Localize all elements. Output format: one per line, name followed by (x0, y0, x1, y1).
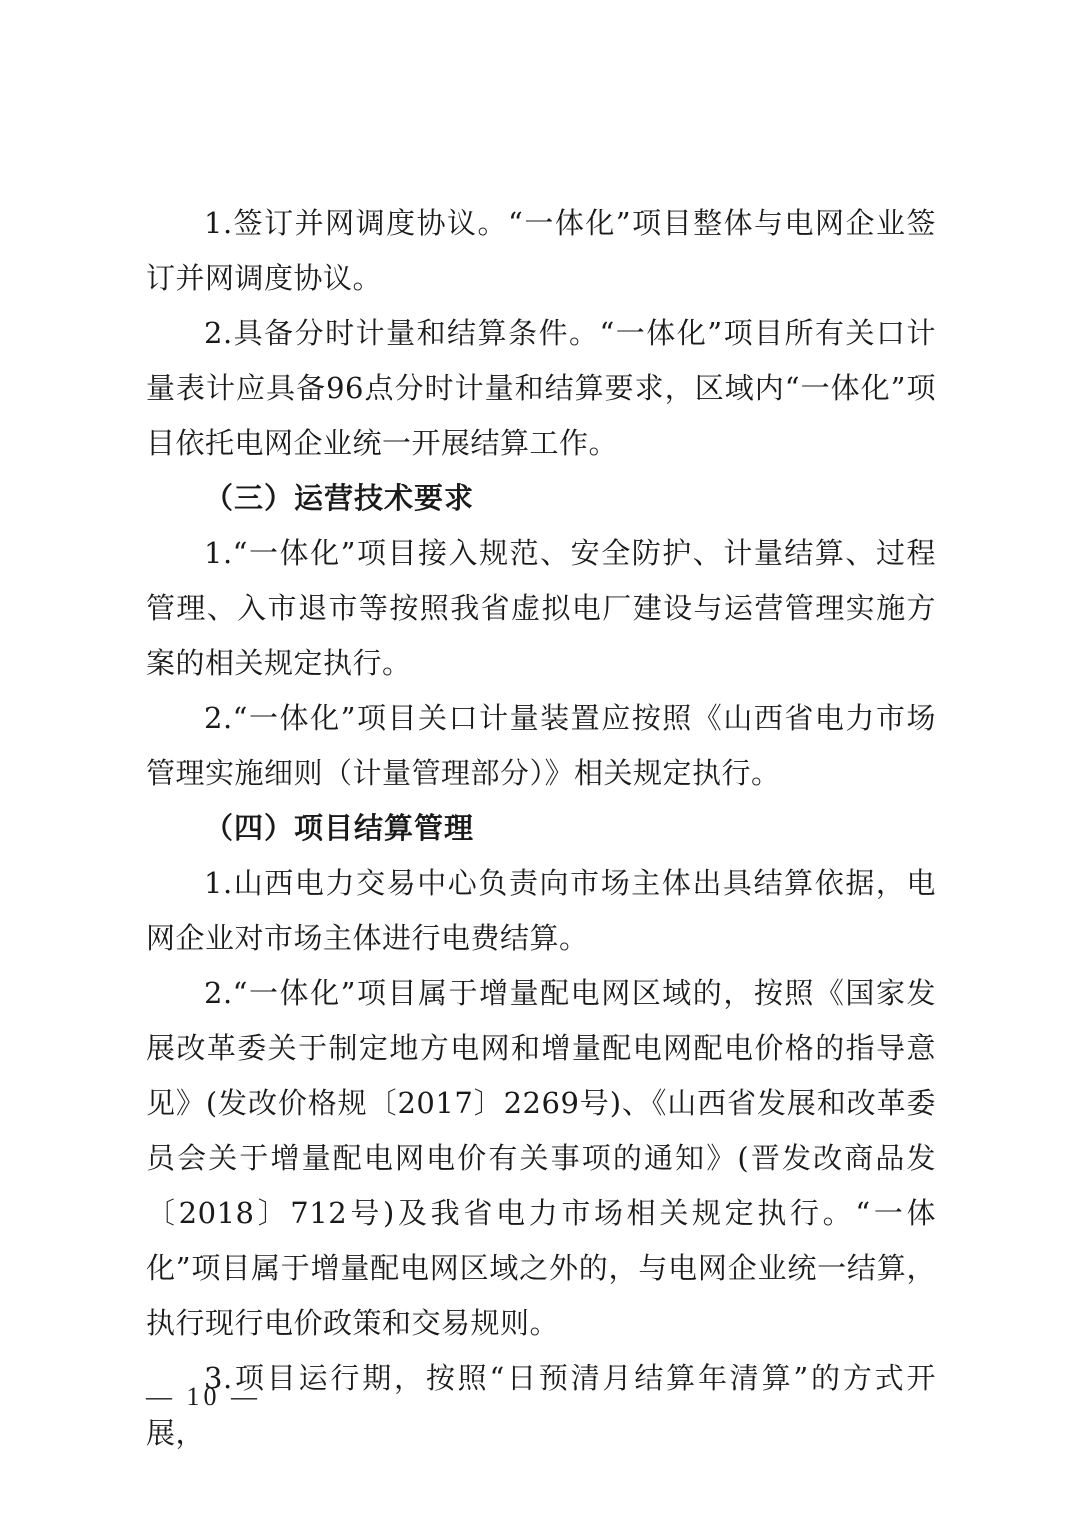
paragraph-7: 3.项目运行期，按照“日预清月结算年清算”的方式开展， (146, 1361, 936, 1450)
section-heading-3: （三）运营技术要求 (204, 481, 475, 515)
paragraph-6: 2.“一体化”项目属于增量配电网区域的，按照《国家发展改革委关于制定地方电网和增量配电网配电价格的指导意见》(发改价格规〔2017〕2269号)、《山西省发展和改革委员会关于增量配电网电价有关事项的通知》(晋发改商品发〔2018〕712号)及我省电力市场相关规定执行。“一体化”项目属于增量配电网区域之外的，与电网企业统一结算，执行现行电价政策和交易规则。 (146, 976, 936, 1340)
paragraph-1: 1.签订并网调度协议。“一体化”项目整体与电网企业签订并网调度协议。 (146, 206, 936, 295)
page-number: — 10 — (146, 1382, 261, 1411)
paragraph-4: 2.“一体化”项目关口计量装置应按照《山西省电力市场管理实施细则（计量管理部分）》相关规定执行。 (146, 701, 936, 790)
paragraph-2: 2.具备分时计量和结算条件。“一体化”项目所有关口计量表计应具备96点分时计量和结算要求，区域内“一体化”项目依托电网企业统一开展结算工作。 (146, 316, 936, 460)
section-heading-4: （四）项目结算管理 (204, 811, 475, 845)
paragraph-5: 1.山西电力交易中心负责向市场主体出具结算依据，电网企业对市场主体进行电费结算。 (146, 866, 936, 955)
paragraph-3: 1.“一体化”项目接入规范、安全防护、计量结算、过程管理、入市退市等按照我省虚拟电厂建设与运营管理实施方案的相关规定执行。 (146, 536, 936, 680)
document-body (146, 196, 936, 1461)
